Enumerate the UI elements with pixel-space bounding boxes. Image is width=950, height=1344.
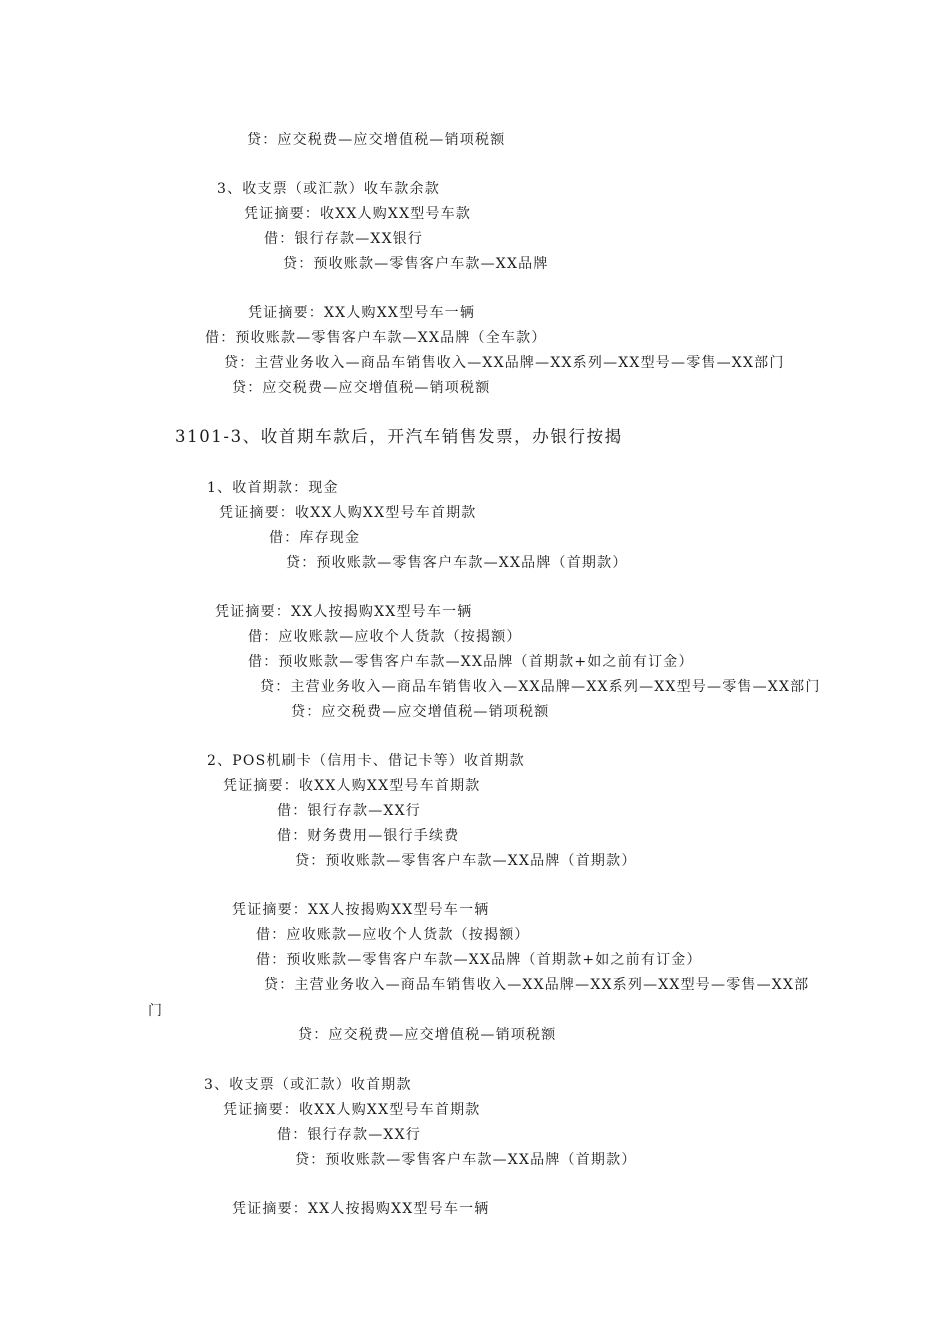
section-heading: 2、POS机刷卡（信用卡、借记卡等）收首期款	[207, 753, 525, 769]
debit-line: 借：应收账款—应收个人货款（按揭额）	[248, 629, 522, 645]
major-heading: 3101-3、收首期车款后，开汽车销售发票，办银行按揭	[175, 427, 623, 446]
debit-line: 借：银行存款—XX银行	[264, 231, 424, 247]
credit-line: 贷：主营业务收入—商品车销售收入—XX品牌—XX系列—XX型号—零售—XX部门	[224, 355, 785, 371]
credit-line: 贷：主营业务收入—商品车销售收入—XX品牌—XX系列—XX型号—零售—XX部门	[260, 679, 821, 695]
debit-line: 借：银行存款—XX行	[277, 1127, 421, 1143]
voucher-summary: 凭证摘要：收XX人购XX型号车款	[244, 206, 472, 222]
credit-line: 贷：主营业务收入—商品车销售收入—XX品牌—XX系列—XX型号—零售—XX部	[264, 977, 810, 993]
voucher-summary: 凭证摘要：收XX人购XX型号车首期款	[219, 505, 477, 521]
credit-line: 贷：应交税费—应交增值税—销项税额	[247, 132, 506, 148]
section-heading: 3、收支票（或汇款）收首期款	[204, 1077, 412, 1093]
voucher-summary: 凭证摘要：XX人按揭购XX型号车一辆	[215, 604, 473, 620]
section-heading: 3、收支票（或汇款）收车款余款	[217, 181, 440, 197]
debit-line: 借：银行存款—XX行	[277, 803, 421, 819]
credit-line: 贷：预收账款—零售客户车款—XX品牌（首期款）	[286, 555, 628, 571]
debit-line: 借：预收账款—零售客户车款—XX品牌（全车款）	[205, 330, 547, 346]
credit-line: 贷：应交税费—应交增值税—销项税额	[232, 380, 491, 396]
voucher-summary: 凭证摘要：XX人按揭购XX型号车一辆	[232, 1201, 490, 1217]
credit-line: 贷：应交税费—应交增值税—销项税额	[291, 704, 550, 720]
credit-line: 贷：预收账款—零售客户车款—XX品牌	[283, 256, 549, 272]
credit-line: 贷：预收账款—零售客户车款—XX品牌（首期款）	[295, 1152, 637, 1168]
debit-line: 借：应收账款—应收个人货款（按揭额）	[256, 927, 530, 943]
credit-line: 贷：应交税费—应交增值税—销项税额	[298, 1027, 557, 1043]
debit-line: 借：预收账款—零售客户车款—XX品牌（首期款+如之前有订金）	[256, 952, 702, 968]
voucher-summary: 凭证摘要：XX人购XX型号车一辆	[248, 305, 476, 321]
debit-line: 借：财务费用—银行手续费	[277, 828, 460, 844]
debit-line: 借：预收账款—零售客户车款—XX品牌（首期款+如之前有订金）	[248, 654, 694, 670]
credit-line: 贷：预收账款—零售客户车款—XX品牌（首期款）	[295, 853, 637, 869]
voucher-summary: 凭证摘要：XX人按揭购XX型号车一辆	[232, 902, 490, 918]
debit-line: 借：库存现金	[269, 530, 361, 546]
section-heading: 1、收首期款：现金	[207, 480, 339, 496]
voucher-summary: 凭证摘要：收XX人购XX型号车首期款	[223, 1102, 481, 1118]
credit-line-wrap: 门	[148, 1003, 164, 1019]
voucher-summary: 凭证摘要：收XX人购XX型号车首期款	[223, 778, 481, 794]
